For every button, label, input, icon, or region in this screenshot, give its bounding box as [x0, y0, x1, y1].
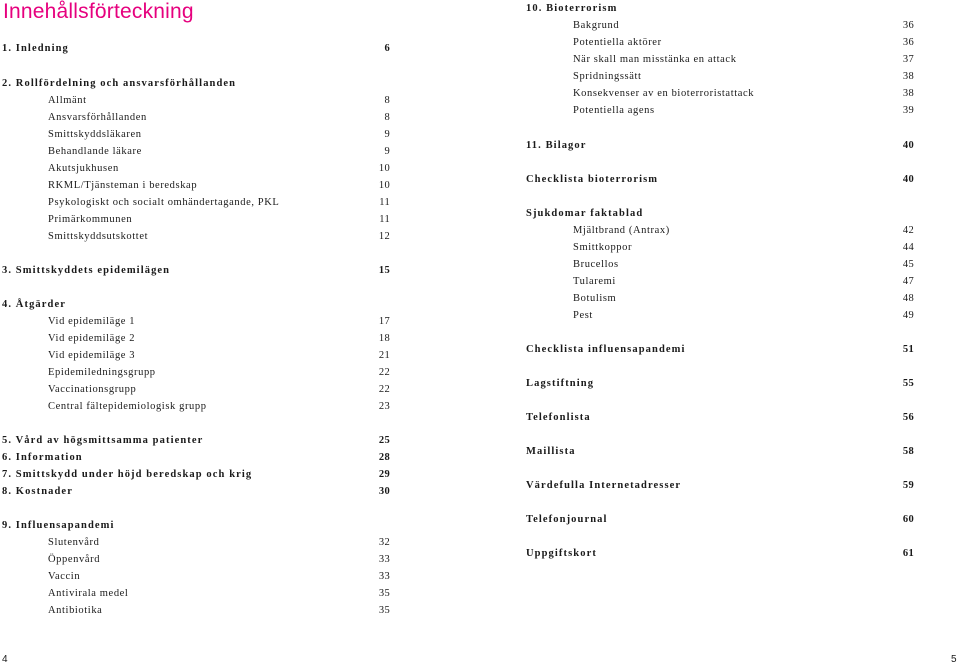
- toc-entry-label: 5. Vård av högsmittsamma patienter: [2, 435, 204, 446]
- toc-section-heading: [2, 75, 390, 92]
- toc-entry-page-number: 21: [378, 350, 390, 361]
- toc-entry-label: Vid epidemiläge 2: [48, 333, 136, 344]
- toc-entry: [48, 551, 390, 568]
- toc-entry-label: 9. Influensapandemi: [2, 520, 115, 531]
- toc-entry-page-number: 28: [378, 452, 390, 463]
- toc-entry-label: 3. Smittskyddets epidemilägen: [2, 265, 171, 276]
- toc-entry-page-number: 12: [378, 231, 390, 242]
- toc-entry-label: RKML/Tjänsteman i beredskap: [48, 180, 198, 191]
- toc-entry: [48, 364, 390, 381]
- toc-section-heading: [2, 432, 390, 449]
- toc-entry-page-number: 29: [378, 469, 390, 480]
- toc-entry-page-number: 35: [378, 588, 390, 599]
- toc-entry-label: Botulism: [573, 293, 617, 304]
- toc-entry-page-number: 51: [902, 344, 914, 355]
- toc-entry: [573, 290, 914, 307]
- toc-entry-label: Spridningssätt: [573, 71, 642, 82]
- toc-entry-label: Potentiella agens: [573, 105, 655, 116]
- toc-entry-label: Smittskyddsutskottet: [48, 231, 149, 242]
- toc-section-heading: [2, 296, 390, 313]
- toc-entry-page-number: 36: [902, 37, 914, 48]
- toc-entry-label: Smittskyddsläkaren: [48, 129, 142, 140]
- toc-entry: [48, 313, 390, 330]
- toc-entry-page-number: 55: [902, 378, 914, 389]
- toc-entry-label: Slutenvård: [48, 537, 100, 548]
- toc-entry: [48, 568, 390, 585]
- toc-entry-page-number: 40: [902, 174, 914, 185]
- toc-entry-label: Sjukdomar faktablad: [526, 208, 644, 219]
- toc-entry-page-number: 33: [378, 554, 390, 565]
- toc-entry-label: 7. Smittskydd under höjd beredskap och krig: [2, 469, 253, 480]
- toc-section-heading: [526, 409, 914, 426]
- toc-entry-label: Vid epidemiläge 3: [48, 350, 136, 361]
- toc-entry-page-number: 49: [902, 310, 914, 321]
- toc-entry-label: Bakgrund: [573, 20, 620, 31]
- toc-entry: [48, 585, 390, 602]
- toc-entry-page-number: 40: [902, 140, 914, 151]
- toc-entry-page-number: 6: [384, 43, 390, 54]
- toc-entry-label: Antivirala medel: [48, 588, 129, 599]
- toc-entry-label: Mjältbrand (Antrax): [573, 225, 670, 236]
- toc-entry-label: 1. Inledning: [2, 43, 69, 54]
- toc-entry-page-number: 18: [378, 333, 390, 344]
- toc-section-heading: [2, 483, 390, 500]
- toc-entry: [573, 102, 914, 119]
- toc-entry-page-number: 22: [378, 367, 390, 378]
- toc-entry-page-number: 15: [378, 265, 390, 276]
- toc-entry-page-number: 30: [378, 486, 390, 497]
- toc-entry-page-number: 42: [902, 225, 914, 236]
- toc-entry-label: Smittkoppor: [573, 242, 633, 253]
- toc-entry-label: Telefonjournal: [526, 514, 608, 525]
- toc-entry-page-number: 8: [384, 95, 390, 106]
- page-number-right: 5: [951, 654, 957, 665]
- toc-entry-page-number: 22: [378, 384, 390, 395]
- toc-entry: [48, 330, 390, 347]
- toc-section-heading: [2, 449, 390, 466]
- toc-section-heading: [526, 0, 914, 17]
- toc-entry-label: 2. Rollfördelning och ansvarsförhållanden: [2, 78, 237, 89]
- toc-entry: [573, 307, 914, 324]
- toc-entry: [48, 92, 390, 109]
- toc-entry-label: Psykologiskt och socialt omhändertagande, PKL: [48, 197, 280, 208]
- toc-entry-page-number: 10: [378, 163, 390, 174]
- page-number-left: 4: [2, 654, 8, 665]
- toc-entry: [573, 239, 914, 256]
- toc-entry-label: Primärkommunen: [48, 214, 133, 225]
- toc-entry: [48, 194, 390, 211]
- toc-section-heading: [526, 341, 914, 358]
- toc-entry: [48, 602, 390, 619]
- toc-entry-page-number: 47: [902, 276, 914, 287]
- toc-entry: [48, 109, 390, 126]
- toc-entry-page-number: 11: [379, 197, 390, 208]
- toc-entry-page-number: 36: [902, 20, 914, 31]
- toc-entry-label: Checklista influensapandemi: [526, 344, 686, 355]
- toc-entry-page-number: 8: [384, 112, 390, 123]
- toc-entry-label: 11. Bilagor: [526, 140, 587, 151]
- toc-entry-page-number: 45: [902, 259, 914, 270]
- toc-entry-label: Värdefulla Internetadresser: [526, 480, 682, 491]
- toc-entry-page-number: 9: [384, 129, 390, 140]
- toc-entry-label: 8. Kostnader: [2, 486, 73, 497]
- toc-entry-label: 6. Information: [2, 452, 83, 463]
- toc-section-heading: [526, 375, 914, 392]
- toc-entry: [573, 273, 914, 290]
- toc-section-heading: [2, 262, 390, 279]
- toc-entry-page-number: 59: [902, 480, 914, 491]
- toc-entry: [48, 534, 390, 551]
- toc-entry-label: Brucellos: [573, 259, 619, 270]
- toc-section-heading: [526, 545, 914, 562]
- toc-entry-label: Uppgiftskort: [526, 548, 597, 559]
- toc-entry: [48, 381, 390, 398]
- toc-entry-label: Ansvarsförhållanden: [48, 112, 147, 123]
- toc-entry: [573, 85, 914, 102]
- toc-entry-page-number: 39: [902, 105, 914, 116]
- toc-entry-page-number: 9: [384, 146, 390, 157]
- toc-entry: [573, 34, 914, 51]
- toc-entry-label: Potentiella aktörer: [573, 37, 662, 48]
- toc-entry: [573, 256, 914, 273]
- toc-entry-page-number: 56: [902, 412, 914, 423]
- toc-entry-page-number: 11: [379, 214, 390, 225]
- toc-entry-label: Central fältepidemiologisk grupp: [48, 401, 207, 412]
- toc-entry: [573, 17, 914, 34]
- toc-entry-page-number: 38: [902, 71, 914, 82]
- toc-entry: [48, 177, 390, 194]
- toc-section-heading: [526, 443, 914, 460]
- toc-entry-page-number: 25: [378, 435, 390, 446]
- toc-entry: [48, 143, 390, 160]
- toc-entry-page-number: 60: [902, 514, 914, 525]
- toc-entry: [48, 160, 390, 177]
- page-title: Innehållsförteckning: [3, 0, 194, 23]
- toc-entry: [48, 211, 390, 228]
- toc-section-heading: [526, 511, 914, 528]
- toc-entry-label: Antibiotika: [48, 605, 103, 616]
- toc-entry-label: Vaccinationsgrupp: [48, 384, 137, 395]
- toc-entry-label: Vaccin: [48, 571, 81, 582]
- toc-entry: [48, 398, 390, 415]
- toc-entry-page-number: 23: [378, 401, 390, 412]
- toc-entry-page-number: 37: [902, 54, 914, 65]
- toc-entry: [573, 51, 914, 68]
- toc-entry-label: När skall man misstänka en attack: [573, 54, 737, 65]
- toc-entry-page-number: 61: [902, 548, 914, 559]
- toc-entry-label: Checklista bioterrorism: [526, 174, 659, 185]
- toc-entry-label: Lagstiftning: [526, 378, 595, 389]
- toc-section-heading: [2, 517, 390, 534]
- toc-entry-page-number: 58: [902, 446, 914, 457]
- toc-entry-label: Maillista: [526, 446, 576, 457]
- toc-section-heading: [526, 477, 914, 494]
- toc-entry: [573, 222, 914, 239]
- toc-entry-label: Vid epidemiläge 1: [48, 316, 136, 327]
- toc-entry-page-number: 48: [902, 293, 914, 304]
- toc-entry-page-number: 32: [378, 537, 390, 548]
- toc-entry-label: Allmänt: [48, 95, 87, 106]
- toc-entry-page-number: 35: [378, 605, 390, 616]
- toc-section-heading: [526, 205, 914, 222]
- toc-entry: [48, 228, 390, 245]
- toc-entry-page-number: 38: [902, 88, 914, 99]
- toc-section-heading: [526, 137, 914, 154]
- toc-entry-label: Öppenvård: [48, 554, 101, 565]
- toc-entry-label: Pest: [573, 310, 593, 321]
- toc-entry-label: 4. Åtgärder: [2, 299, 67, 310]
- toc-entry-label: Epidemiledningsgrupp: [48, 367, 156, 378]
- toc-entry-label: 10. Bioterrorism: [526, 3, 618, 14]
- toc-entry: [48, 347, 390, 364]
- toc-section-heading: [2, 40, 390, 57]
- toc-entry-page-number: 17: [378, 316, 390, 327]
- toc-entry: [48, 126, 390, 143]
- toc-section-heading: [2, 466, 390, 483]
- toc-entry-page-number: 10: [378, 180, 390, 191]
- toc-entry-label: Behandlande läkare: [48, 146, 142, 157]
- toc-entry-page-number: 44: [902, 242, 914, 253]
- toc-entry: [573, 68, 914, 85]
- toc-entry-label: Telefonlista: [526, 412, 591, 423]
- toc-entry-label: Konsekvenser av en bioterroristattack: [573, 88, 755, 99]
- toc-entry-page-number: 33: [378, 571, 390, 582]
- toc-section-heading: [526, 171, 914, 188]
- toc-entry-label: Tularemi: [573, 276, 616, 287]
- toc-entry-label: Akutsjukhusen: [48, 163, 119, 174]
